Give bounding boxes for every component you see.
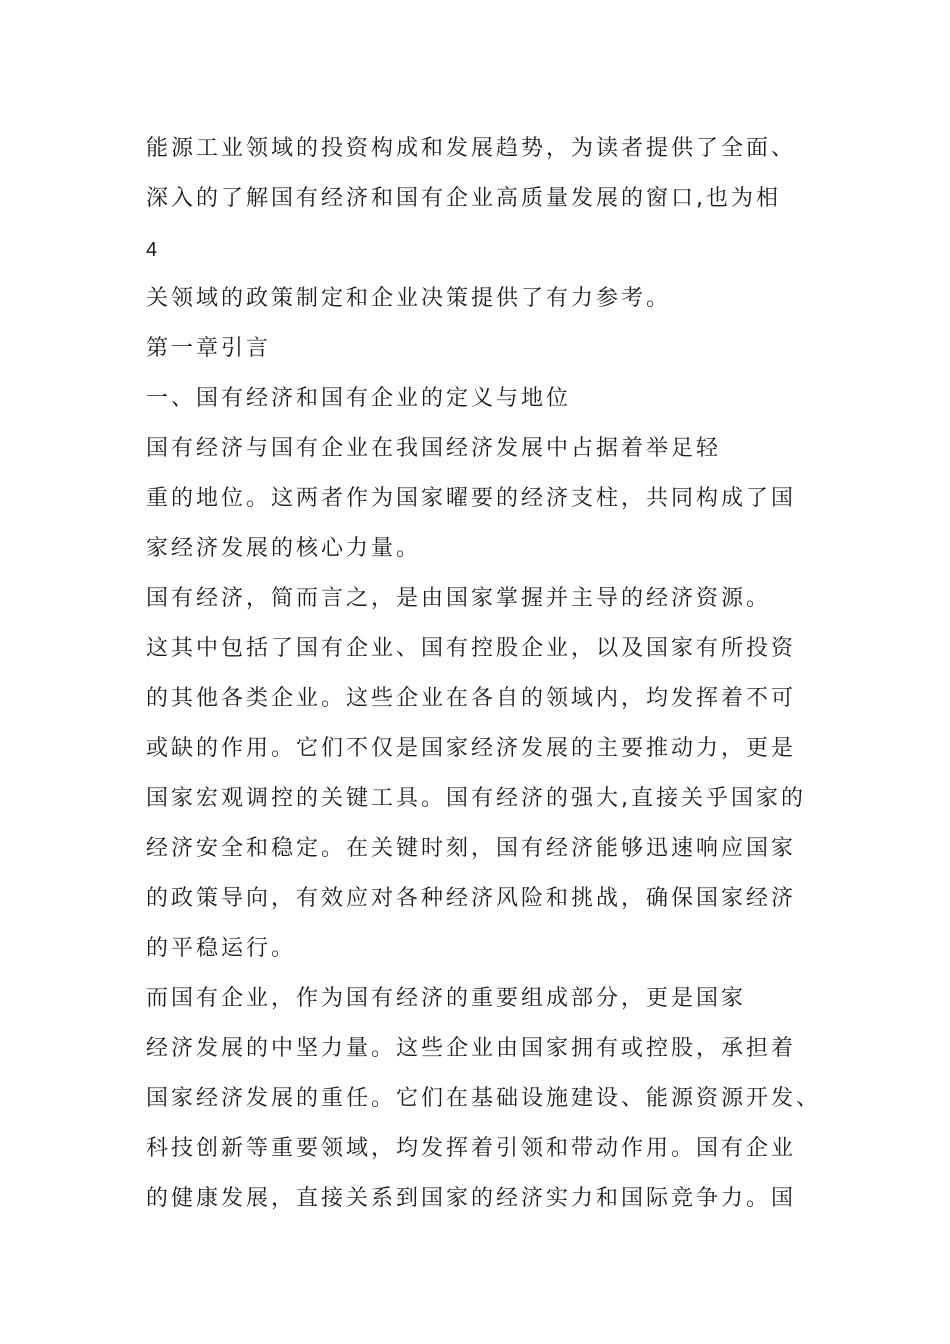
text-line: 重的地位。这两者作为国家曜要的经济支柱，共同构成了国 <box>146 486 797 511</box>
text-line: 而国有企业，作为国有经济的重要组成部分，更是国家 <box>146 986 747 1011</box>
text-line: 经济发展的中坚力量。这些企业由国家拥有或控股，承担着 <box>146 1036 797 1061</box>
text-line: 能源工业领域的投资构成和发展趋势，为读者提供了全面、 <box>146 136 797 161</box>
text-line: 的政策导向，有效应对各种经济风险和挑战，确保国家经济 <box>146 886 797 911</box>
text-line: 科技创新等重要领域，均发挥着引领和带动作用。国有企业 <box>146 1136 797 1161</box>
chapter-heading: 第一章引言 <box>146 336 272 361</box>
text-line: 国家宏观调控的关键工具。国有经济的强大,直接关乎国家的 <box>146 786 806 811</box>
text-line: 家经济发展的核心力量。 <box>146 536 422 561</box>
section-heading: 一、国有经济和国有企业的定义与地位 <box>146 386 572 411</box>
text-line: 关领域的政策制定和企业决策提供了有力参考。 <box>146 286 672 311</box>
text-line: 国有经济与国有企业在我国经济发展中占据着举足轻 <box>146 436 722 461</box>
text-line: 的平稳运行。 <box>146 936 297 961</box>
page-number: 4 <box>146 239 158 261</box>
text-line: 深入的了解国有经济和国有企业高质量发展的窗口,也为相 <box>146 186 781 211</box>
text-line: 的其他各类企业。这些企业在各自的领域内，均发挥着不可 <box>146 686 797 711</box>
text-line: 国家经济发展的重任。它们在基础设施建设、能源资源开发、 <box>146 1086 822 1111</box>
text-line: 经济安全和稳定。在关键时刻，国有经济能够迅速响应国家 <box>146 836 797 861</box>
text-line: 的健康发展，直接关系到国家的经济实力和国际竞争力。国 <box>146 1186 797 1211</box>
text-line: 这其中包括了国有企业、国有控股企业，以及国家有所投资 <box>146 636 797 661</box>
text-line: 国有经济，简而言之，是由国家掌握并主导的经济资源。 <box>146 586 772 611</box>
text-line: 或缺的作用。它们不仅是国家经济发展的主要推动力，更是 <box>146 736 797 761</box>
